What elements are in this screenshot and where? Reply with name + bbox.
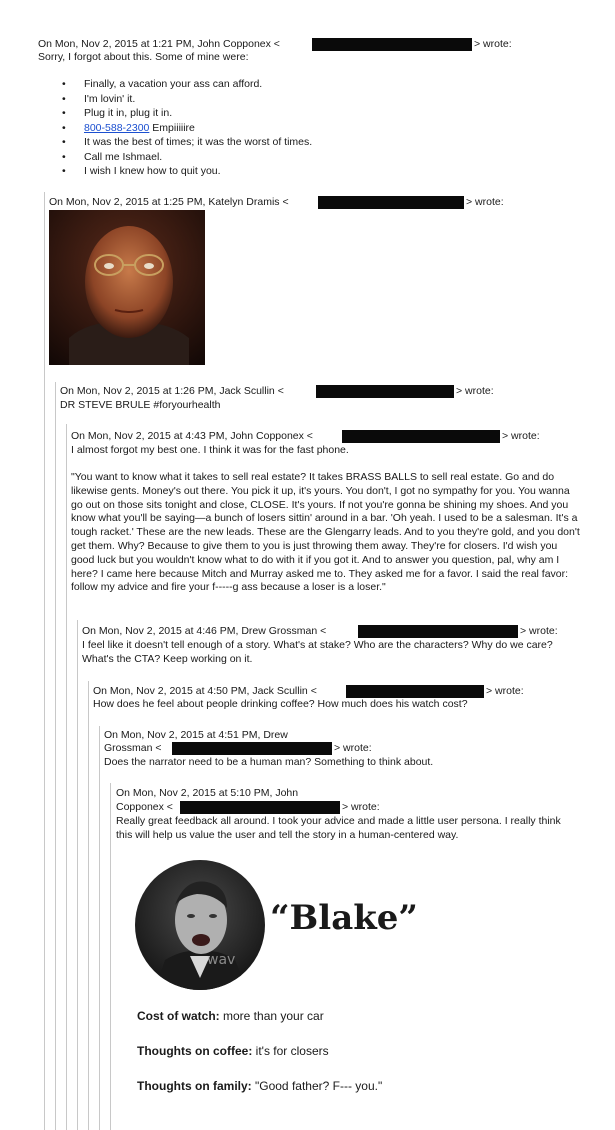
persona-family bbox=[137, 1079, 382, 1093]
glengarry-quote-text: "You want to know what it takes to sell real estate? It takes BRASS BALLS to sell real estate. Go and do likewise gents. Money's out there. You pick it up, it's yours. You don't, I got no sympathy for you. You wanna go out on those sits tonight and close, CLOSE. It's yours. If not you're gonna be shining my shoes. And you know what you'll be saying—a bunch of losers sittin' around in a bar. 'Oh yeah. I used to be a salesman. It's a tough racket.' These are the new leads. These are the Glengarry leads. And to you they're gold, and you don't get them. Why? Because to give them to you is just throwing them away. They're for closers. I'd wish you good luck but you wouldn't know what to do with it if you got it. And to answer you question, pal, why am I here? I came here because Mitch and Murray asked me to. They asked me for a favor. I said the real favor: follow my advice and fire your f-----g ass because a loser is a loser." bbox=[71, 471, 580, 594]
email4-header-suffix: > wrote: bbox=[502, 430, 540, 442]
list-item: • Call me Ishmael. bbox=[62, 150, 312, 165]
steve-brule-photo bbox=[49, 210, 205, 365]
list-item bbox=[62, 121, 312, 136]
blake-avatar bbox=[135, 860, 265, 990]
persona-watch-label: Cost of watch: bbox=[137, 1009, 220, 1023]
quote-bar-level-3 bbox=[66, 424, 67, 1130]
persona-family-label: Thoughts on family: bbox=[137, 1079, 252, 1093]
quote-bar-level-7 bbox=[110, 783, 111, 1130]
email3-header-prefix: On Mon, Nov 2, 2015 at 1:26 PM, Jack Scullin < bbox=[60, 385, 284, 397]
quote-bar-level-4 bbox=[77, 620, 78, 1130]
slogan-list bbox=[62, 77, 312, 179]
redacted-email-address bbox=[346, 685, 484, 698]
email8-body: Really great feedback all around. I took your advice and made a little user persona. I really think this will help us value the user and tell the story in a human-centered way. bbox=[116, 815, 561, 841]
quote-bar-level-6 bbox=[99, 726, 100, 1130]
quote-bar-level-1 bbox=[44, 192, 45, 1130]
email1-header bbox=[38, 38, 280, 51]
redacted-email-address bbox=[316, 385, 454, 398]
email4-header-prefix: On Mon, Nov 2, 2015 at 4:43 PM, John Copponex < bbox=[71, 430, 313, 442]
redacted-email-address bbox=[172, 742, 332, 755]
list-item: • Finally, a vacation your ass can afford. bbox=[62, 77, 312, 92]
email2-header-prefix: On Mon, Nov 2, 2015 at 1:25 PM, Katelyn Dramis < bbox=[49, 196, 289, 208]
email8-body-wrap bbox=[116, 815, 576, 843]
redacted-email-address bbox=[342, 430, 500, 443]
redacted-email-address bbox=[318, 196, 464, 209]
persona-family-value: "Good father? F--- you." bbox=[251, 1079, 383, 1093]
email1-header-suffix: > wrote: bbox=[474, 38, 512, 50]
email8-header-suffix: > wrote: bbox=[342, 801, 380, 813]
email2-header-suffix: > wrote: bbox=[466, 196, 504, 208]
email3-header-suffix: > wrote: bbox=[456, 385, 494, 397]
email8-header-line1: On Mon, Nov 2, 2015 at 5:10 PM, John bbox=[116, 787, 299, 799]
phone-link-suffix: Empiiiiire bbox=[149, 121, 195, 134]
persona-watch bbox=[137, 1009, 324, 1023]
quote-bar-level-5 bbox=[88, 681, 89, 1130]
email5-header-suffix: > wrote: bbox=[520, 625, 558, 637]
persona-coffee-value: it's for closers bbox=[252, 1044, 329, 1058]
persona-watch-value: more than your car bbox=[219, 1009, 324, 1023]
email6-header-suffix: > wrote: bbox=[486, 685, 524, 697]
email4-body: I almost forgot my best one. I think it was for the fast phone. bbox=[71, 444, 349, 456]
email7-body: Does the narrator need to be a human man? Something to think about. bbox=[104, 756, 434, 768]
email1-intro: Sorry, I forgot about this. Some of mine were: bbox=[38, 51, 249, 63]
persona-coffee-label: Thoughts on coffee: bbox=[137, 1044, 253, 1058]
persona-coffee bbox=[137, 1044, 329, 1058]
list-item: • It was the best of times; it was the worst of times. bbox=[62, 135, 312, 150]
redacted-email-address bbox=[180, 801, 340, 814]
list-item: • I'm lovin' it. bbox=[62, 92, 312, 107]
redacted-email-address bbox=[312, 38, 472, 51]
phone-link[interactable]: 800-588-2300 bbox=[84, 121, 150, 134]
email6-header-prefix: On Mon, Nov 2, 2015 at 4:50 PM, Jack Scullin < bbox=[93, 685, 317, 697]
list-item: • I wish I knew how to quit you. bbox=[62, 164, 312, 179]
email3-body: DR STEVE BRULE #foryourhealth bbox=[60, 399, 221, 411]
email5-body: I feel like it doesn't tell enough of a story. What's at stake? Who are the characters? Why do we care? What's the CTA? Keep working on it. bbox=[82, 639, 553, 665]
email5-body-wrap bbox=[82, 639, 572, 667]
email8-header-line2-prefix: Copponex < bbox=[116, 801, 173, 813]
email1-header-prefix: On Mon, Nov 2, 2015 at 1:21 PM, John Copponex < bbox=[38, 38, 280, 50]
email5-header-prefix: On Mon, Nov 2, 2015 at 4:46 PM, Drew Grossman < bbox=[82, 625, 327, 637]
email7-header-line2-prefix: Grossman < bbox=[104, 742, 162, 754]
glengarry-quote bbox=[71, 471, 583, 595]
email7-header-suffix: > wrote: bbox=[334, 742, 372, 754]
quote-bar-level-2 bbox=[55, 382, 56, 1130]
email7-header-line1: On Mon, Nov 2, 2015 at 4:51 PM, Drew bbox=[104, 729, 288, 741]
avatar-caption: wav bbox=[207, 952, 236, 968]
list-item: • Plug it in, plug it in. bbox=[62, 106, 312, 121]
persona-name: “Blake” bbox=[270, 898, 418, 938]
email6-body: How does he feel about people drinking coffee? How much does his watch cost? bbox=[93, 698, 468, 710]
redacted-email-address bbox=[358, 625, 518, 638]
